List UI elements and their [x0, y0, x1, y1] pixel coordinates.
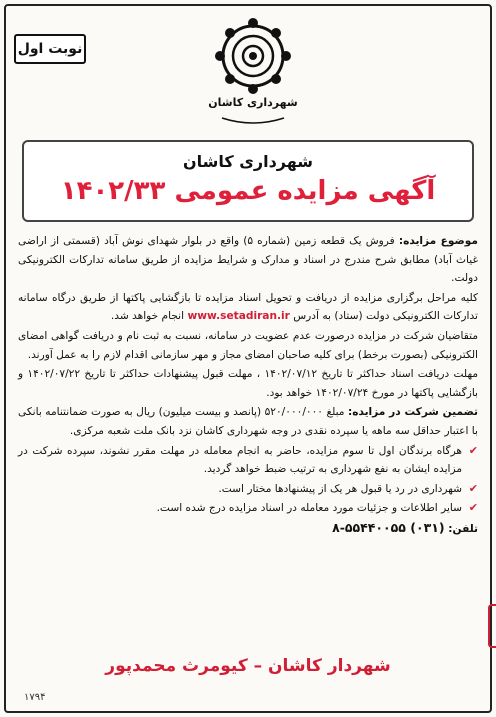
- guarantee-paragraph: [18, 403, 478, 440]
- phone-label: تلفن:: [448, 522, 478, 535]
- check-mark-icon: ✔: [468, 501, 478, 515]
- registration-paragraph: متقاضیان شرکت در مزایده درصورت عدم عضویت در سامانه، نسبت به ثبت نام و دریافت گواهی امضای الکترونیکی (بصورت برخط) برای کلیه صاحبان امضای مجاز و مهر سازمانی اقدام لازم را به عمل آورند.: [18, 329, 478, 361]
- bullet-text: هرگاه برندگان اول تا سوم مزایده، حاضر به انجام معامله در مهلت مقرر نشوند، سپرده شرکت در مزایده ایشان به نفع شهرداری به ترتیب ضبط خواهد گردید.: [18, 444, 462, 476]
- ad-code: ۱۷۹۴: [24, 692, 46, 703]
- mayor-signature: شهردار کاشان – کیومرث محمدپور: [105, 656, 391, 676]
- logo-caption: شهرداری کاشان: [208, 96, 298, 109]
- check-mark-icon: ✔: [468, 443, 478, 457]
- guarantee-label: تضمین شرکت در مزایده:: [347, 406, 479, 419]
- municipality-name: شهرداری کاشان: [182, 152, 314, 171]
- guarantee-text: مبلغ ۵۲۰/۰۰۰/۰۰۰ (پانصد و بیست میلیون) ریال به صورت ضمانتنامه بانکی با اعتبار حداقل سه ماهه یا سپرده نقدی در وجه شهرداری کاشان نزد بانک ملت شعبه مرکزی.: [18, 406, 478, 437]
- phone-number: ۸-۵۵۴۴۰۰۵۵ (۰۳۱): [332, 519, 445, 535]
- deadline-paragraph: مهلت دریافت اسناد حداکثر تا تاریخ ۱۴۰۲/۰۷/۱۲ ، مهلت قبول پیشنهادات حداکثر تا تاریخ ۱۴۰۲/۰۷/۲۲ و بازگشایی پاکتها در مورخ ۱۴۰۲/۰۷/۲۴ خواهد بود.: [18, 368, 478, 399]
- badge-label: نوبت اول: [17, 41, 83, 57]
- list-item: [18, 480, 478, 499]
- subject-paragraph: [18, 232, 478, 288]
- check-mark-icon: ✔: [468, 481, 478, 495]
- header-box: [22, 140, 474, 222]
- list-item: [18, 499, 478, 518]
- edge-mark: [488, 604, 496, 648]
- kashan-municipality-logo-icon: [208, 14, 298, 132]
- phone-line: [18, 519, 478, 539]
- notice-body: [18, 232, 478, 540]
- bullet-text: شهرداری در رد یا قبول هر یک از پیشنهادها مختار است.: [218, 482, 462, 495]
- subject-text: فروش یک قطعه زمین (شماره ۵) واقع در بلوار شهدای نوش آباد (قسمتی از اراضی غیاث آباد) مطابق شرح مندرج در اسناد و مدارک و شرایط مزایده از طریق سامانه تدارکات الکترونیکی دولت.: [18, 235, 478, 285]
- process-text: کلیه مراحل برگزاری مزایده از دریافت و تحویل اسناد مزایده تا بازگشایی پاکتها از طریق درگاه سامانه تدارکات الکترونیکی دولت (ستاد) به آدرس: [18, 291, 478, 323]
- subject-label: موضوع مزایده:: [398, 235, 478, 247]
- process-end: انجام خواهد شد.: [110, 310, 185, 323]
- first-publication-badge: [14, 34, 86, 64]
- bullet-text: سایر اطلاعات و جزئیات مورد معامله در اسناد مزایده درج شده است.: [156, 502, 462, 515]
- process-paragraph: [18, 289, 478, 326]
- auction-title: آگهی مزایده عمومی ۱۴۰۲/۳۳: [60, 176, 436, 206]
- setad-url-link[interactable]: www.setadiran.ir: [187, 310, 290, 323]
- list-item: [18, 442, 478, 479]
